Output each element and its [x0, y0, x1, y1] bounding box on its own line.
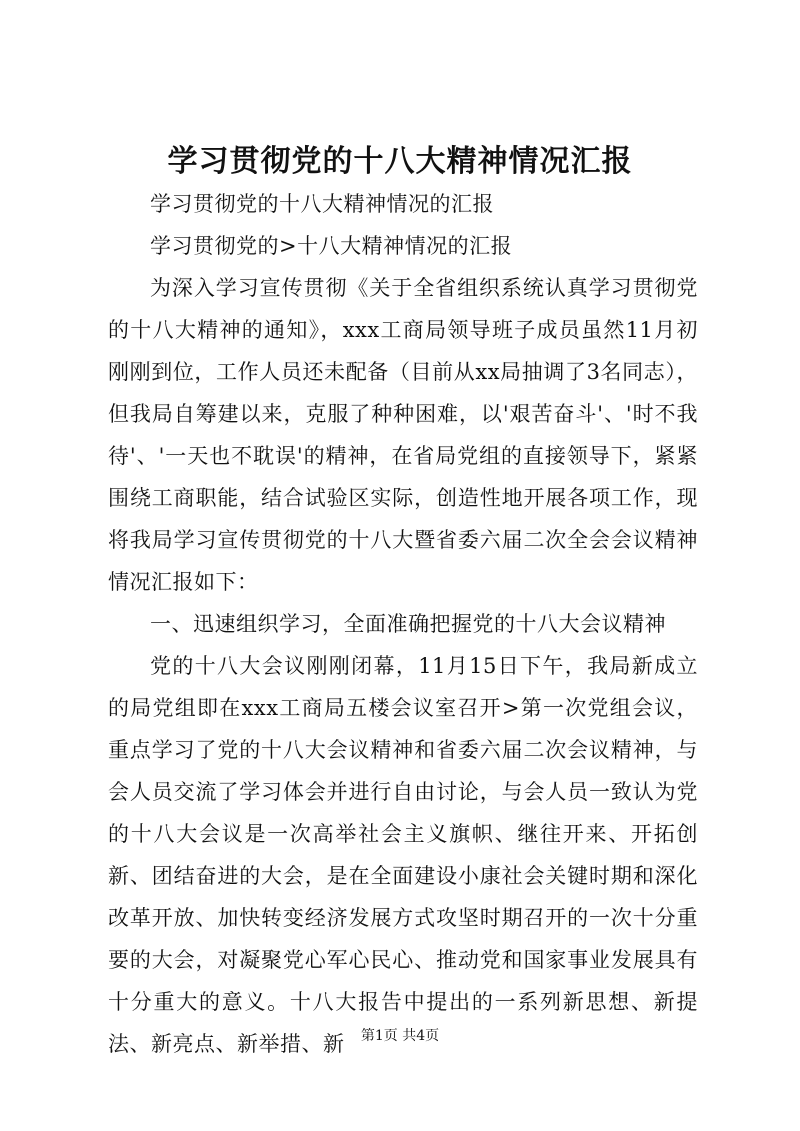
section-heading-1: 一、迅速组织学习，全面准确把握党的十八大会议精神 [150, 612, 666, 636]
document-body [108, 183, 698, 1065]
paragraph-subtitle-1: 学习贯彻党的十八大精神情况的汇报 [150, 192, 494, 216]
paragraph-subtitle-2: 学习贯彻党的>十八大精神情况的汇报 [150, 234, 513, 258]
page-title: 学习贯彻党的十八大精神情况汇报 [167, 144, 633, 179]
page-footer: 第1页 共4页 [360, 1028, 440, 1044]
paragraph-section-1: 党的十八大会议刚刚闭幕，11月15日下午，我局新成立的局党组即在xxx工商局五楼会议室召开>第一次党组会议，重点学习了党的十八大会议精神和省委六届二次会议精神，与会人员交流了学习体会并进行自由讨论，与会人员一致认为党的十八大会议是一次高举社会主义旗帜、继往开来、开拓创新、团结奋进的大会，是在全面建设小康社会关键时期和深化改革开放、加快转变经济发展方式攻坚时期召开的一次十分重要的大会，对凝聚党心军心民心、推动党和国家事业发展具有十分重大的意义。十八大报告中提出的一系列新思想、新提法、新亮点、新举措、新 [108, 654, 698, 1056]
paragraph-intro: 为深入学习宣传贯彻《关于全省组织系统认真学习贯彻党的十八大精神的通知》，xxx工商局领导班子成员虽然11月初刚刚到位，工作人员还未配备（目前从xx局抽调了3名同志），但我局自筹建以来，克服了种种困难，以'艰苦奋斗'、'时不我待'、'一天也不耽误'的精神，在省局党组的直接领导下，紧紧围绕工商职能，结合试验区实际，创造性地开展各项工作，现将我局学习宣传贯彻党的十八大暨省委六届二次全会会议精神情况汇报如下： [108, 276, 698, 594]
